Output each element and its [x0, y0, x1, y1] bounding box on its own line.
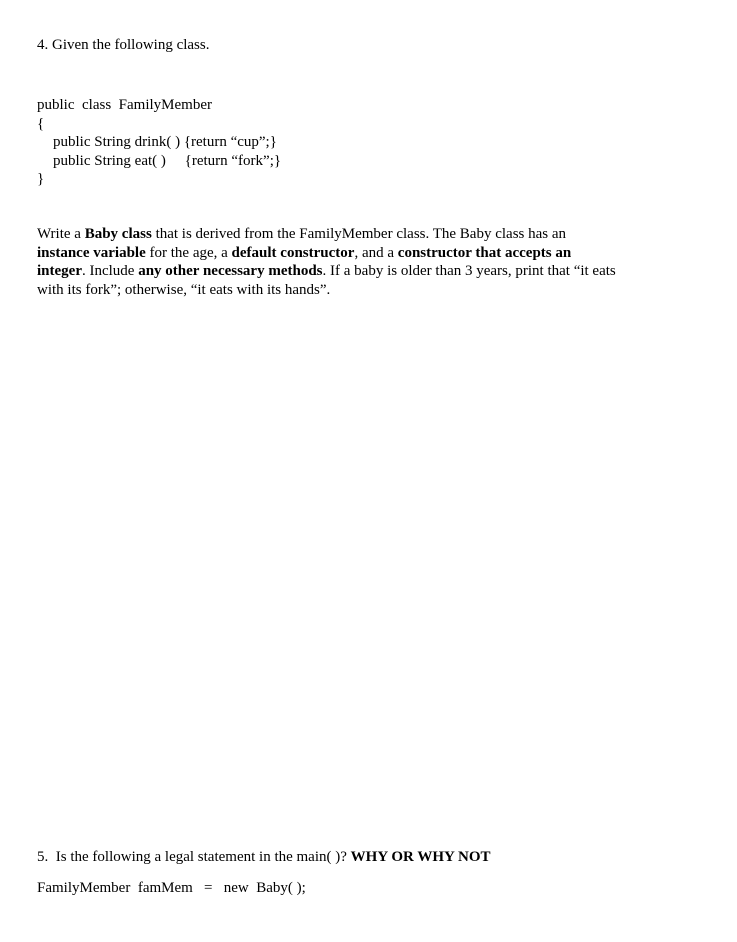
code-line-class-declaration: public class FamilyMember [37, 97, 212, 113]
prompt-text: , and a [354, 244, 398, 261]
prompt-text: with its fork”; otherwise, “it eats with its hands”. [37, 281, 331, 298]
code-line-eat-method: public String eat( ) {return “fork”;} [53, 153, 282, 169]
prompt-bold-default-constructor: default constructor [231, 244, 355, 261]
prompt-row-3 [37, 262, 667, 281]
prompt-row-2 [37, 244, 667, 263]
prompt-bold-integer: integer [37, 263, 82, 279]
code-line-close-brace: } [37, 171, 45, 187]
prompt-text: . If a baby is older than 3 years, print that “it eats [322, 263, 616, 279]
prompt-bold-other-methods: any other necessary methods [138, 263, 323, 279]
question-5-code-statement: FamilyMember famMem = new Baby( ); [37, 880, 306, 896]
prompt-bold-constructor-integer: constructor that accepts an [397, 244, 572, 261]
prompt-text: Write a [37, 226, 85, 242]
prompt-text: that is derived from the FamilyMember class. The Baby class has an [151, 226, 567, 242]
code-line-open-brace: { [37, 116, 45, 132]
prompt-row-1 [37, 225, 667, 244]
prompt-text: for the age, a [145, 244, 232, 261]
question-4-title: 4. Given the following class. [37, 37, 210, 53]
prompt-text: . Include [81, 263, 139, 279]
question-5-text: 5. Is the following a legal statement in the main( )? [37, 849, 351, 865]
code-line-drink-method: public String drink( ) {return “cup”;} [53, 134, 277, 150]
question-5-title [37, 848, 491, 866]
prompt-bold-baby-class: Baby class [84, 226, 152, 242]
question-5-bold-why: WHY OR WHY NOT [350, 849, 491, 865]
prompt-bold-instance-variable: instance variable [37, 244, 146, 261]
prompt-row-4 [37, 281, 667, 300]
question-4-prompt [37, 225, 667, 299]
